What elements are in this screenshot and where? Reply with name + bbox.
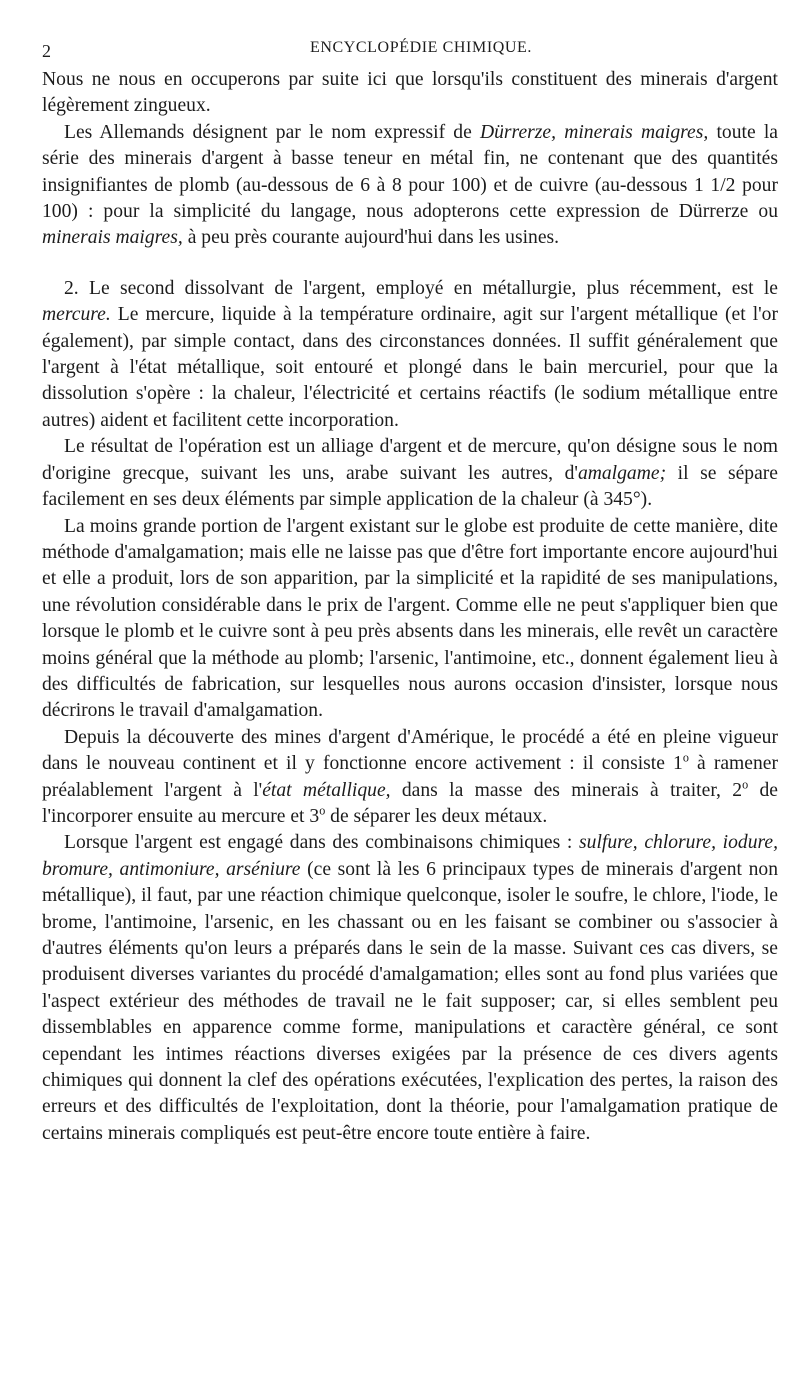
- paragraph-durrerze: Les Allemands désignent par le nom expressif de Dürrerze, minerais maigres, toute la série des minerais d'argent à basse teneur en métal fin, ne contenant que des quantités insignifiantes de plomb (au-dessous de 6 à 8 pour 100) et de cuivre (au-dessous 1 1/2 pour 100) : pour la simplicité du langage, nous adopterons cette expression de Dürrerze ou minerais maigres, à peu près courante aujourd'hui dans les usines.: [42, 121, 778, 249]
- running-header: [42, 36, 778, 61]
- running-title: ENCYCLOPÉDIE CHIMIQUE.: [309, 39, 533, 56]
- body-text: [42, 67, 778, 1147]
- paragraph-continuation: Nous ne nous en occuperons par suite ici que lorsqu'ils constituent des minerais d'argent légèrement zingueux.: [42, 69, 778, 117]
- page-number: 2: [42, 41, 52, 61]
- paragraph-section-2-mercure: 2. Le second dissolvant de l'argent, employé en métallurgie, plus récemment, est le mercure. Le mercure, liquide à la température ordinaire, agit sur l'argent métallique (et l'or également), par simple contact, dans des circonstances données. Il suffit généralement que l'argent à l'état métallique, soit entouré et plongé dans le bain mercuriel, pour que la dissolution s'opère : la chaleur, l'électricité et certains réactifs (le sodium métallique entre autres) aident et facilitent cette incorporation.: [42, 277, 778, 431]
- paragraph-amerique: Depuis la découverte des mines d'argent d'Amérique, le procédé a été en pleine vigueur dans le nouveau continent et il y fonctionne encore activement : il consiste 1$^o$ à ramener préalablement l'argent à l'état métallique, dans la masse des minerais à traiter, 2$^o$ de l'incorporer ensuite au mercure et 3$^o$ de séparer les deux métaux.: [42, 726, 779, 827]
- paragraph-amalgame: Le résultat de l'opération est un alliage d'argent et de mercure, qu'on désigne sous le nom d'origine grecque, suivant les uns, arabe suivant les autres, d'amalgame; il se sépare facilement en ses deux éléments par simple application de la chaleur (à 345°).: [42, 436, 778, 511]
- paragraph-combinaisons-chimiques: Lorsque l'argent est engagé dans des combinaisons chimiques : sulfure, chlorure, iodure, bromure, antimoniure, arséniure (ce sont là les 6 principaux types de minerais d'argent non métallique), il faut, par une réaction chimique quelconque, isoler le soufre, le chlore, l'iode, le brome, l'antimoine, l'arsenic, en les chassant ou en les faisant se combiner ou s'associer à d'autres éléments qu'on leurs a préparés dans le sein de la masse. Suivant ces cas divers, se produisent diverses variantes du procédé d'amalgamation; elles sont au fond plus variées que l'aspect extérieur des méthodes de travail ne le fait supposer; car, si elles semblent peu dissemblables en apparence comme forme, manipulations et caractère général, ce sont cependant les intimes réactions diverses exigées par la présence de ces divers agents chimiques qui donnent la clef des opérations exécutées, l'explication des pertes, la raison des erreurs et des difficultés de l'exploitation, dont la théorie, pour l'amalgamation pratique de certains minerais compliqués est peut-être encore toute entière à faire.: [42, 832, 778, 1144]
- paragraph-methode-amalgamation: La moins grande portion de l'argent existant sur le globe est produite de cette manière, dite méthode d'amalgamation; mais elle ne laisse pas que d'être fort importante encore aujourd'hui et elle a produit, lors de son apparition, par la simplicité et la rapidité de ses manipulations, une révolution considérable dans le prix de l'argent. Comme elle ne peut s'appliquer bien que lorsque le plomb et le cuivre sont à peu près absents dans les minerais, elle revêt un caractère moins général que la méthode au plomb; l'arsenic, l'antimoine, etc., donnent également lieu à des difficultés de fabrication, sur lesquelles nous aurons occasion d'insister, lorsque nous décrirons le travail d'amalgamation.: [42, 515, 778, 722]
